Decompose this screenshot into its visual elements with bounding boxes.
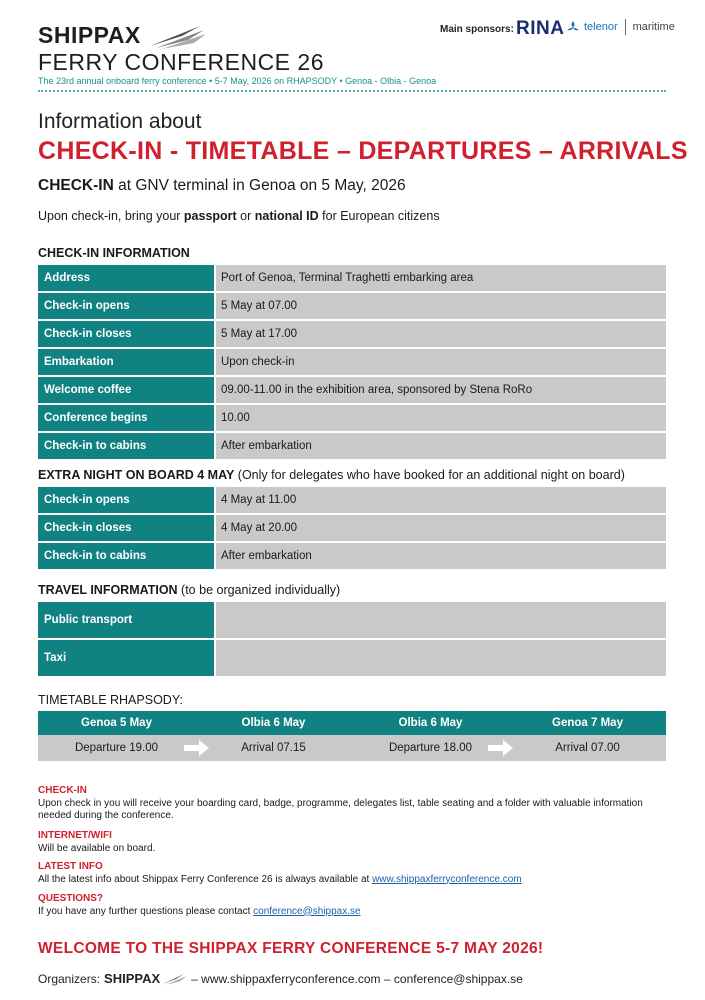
travel-info-title-bold: TRAVEL INFORMATION (38, 583, 178, 597)
travel-info-title (38, 583, 340, 597)
extra-night-title-bold: EXTRA NIGHT ON BOARD 4 MAY (38, 468, 235, 482)
table-row (38, 487, 666, 515)
national-id-text: national ID (254, 209, 319, 223)
row-value: 5 May at 17.00 (214, 321, 666, 349)
extra-night-title (38, 468, 625, 482)
row-key: Check-in to cabins (38, 433, 214, 461)
travel-info-table (38, 602, 666, 678)
email-link[interactable]: conference@shippax.se (253, 905, 361, 917)
row-key: Check-in opens (38, 487, 214, 515)
table-row (38, 543, 666, 571)
table-row (38, 433, 666, 461)
table-row (38, 640, 666, 678)
row-value: 09.00-11.00 in the exhibition area, sponsored by Stena RoRo (214, 377, 666, 405)
travel-info-title-rest: (to be organized individually) (177, 583, 341, 597)
note-checkin-text: Upon check in you will receive your boarding card, badge, programme, delegates list, table seating and a folder with valuable information needed during the conference. (38, 797, 643, 821)
row-key: Address (38, 265, 214, 293)
table-row (38, 515, 666, 543)
sponsors-label: Main sponsors: (440, 24, 514, 35)
telenor-maritime: maritime (632, 21, 675, 33)
timetable-cell: Departure 19.00 (74, 742, 159, 754)
timetable-cell: Arrival 07.00 (555, 742, 620, 754)
row-value: 4 May at 20.00 (214, 515, 666, 543)
timetable-title: TIMETABLE RHAPSODY: (38, 693, 183, 707)
website-link[interactable]: www.shippaxferryconference.com (372, 873, 522, 885)
telenor-logo (566, 18, 675, 36)
row-value: After embarkation (214, 433, 666, 461)
table-row (38, 265, 666, 293)
page-headline: CHECK-IN - TIMETABLE – DEPARTURES – ARRIVALS (38, 137, 688, 165)
bring-text-2: or (236, 209, 255, 223)
footer (38, 971, 523, 986)
row-key: Public transport (38, 602, 214, 640)
row-key: Welcome coffee (38, 377, 214, 405)
swoosh-logo-icon (148, 22, 208, 50)
table-row (38, 405, 666, 433)
row-value: After embarkation (214, 543, 666, 571)
footer-contacts: – www.shippaxferryconference.com – conference@shippax.se (191, 971, 523, 986)
table-row (38, 602, 666, 640)
note-latest (38, 861, 658, 886)
row-value: Port of Genoa, Terminal Traghetti embarking area (214, 265, 666, 293)
note-wifi (38, 830, 658, 855)
row-value: 10.00 (214, 405, 666, 433)
brand-title: SHIPPAX (38, 22, 141, 48)
welcome-banner: WELCOME TO THE SHIPPAX FERRY CONFERENCE 5-7 MAY 2026! (38, 940, 544, 957)
arrow-right-icon (182, 739, 210, 757)
table-row (38, 321, 666, 349)
row-key: Check-in closes (38, 515, 214, 543)
timetable-body-row (38, 735, 666, 761)
telenor-propeller-icon (566, 20, 580, 34)
timetable-header: Genoa 7 May (552, 717, 623, 729)
row-value (214, 640, 666, 678)
timetable-header: Olbia 6 May (241, 717, 306, 729)
footer-brand: SHIPPAX (104, 971, 161, 986)
intro-text: Information about (38, 110, 202, 133)
note-checkin-heading: CHECK-IN (38, 785, 87, 796)
telenor-separator (625, 19, 626, 35)
row-value: Upon check-in (214, 349, 666, 377)
note-wifi-text: Will be available on board. (38, 842, 156, 854)
timetable-header: Genoa 5 May (81, 717, 152, 729)
row-value (214, 602, 666, 640)
header (38, 18, 675, 93)
row-key: Taxi (38, 640, 214, 678)
brand-subtitle: FERRY CONFERENCE 26 (38, 49, 324, 75)
note-questions-heading: QUESTIONS? (38, 893, 104, 904)
tagline: The 23rd annual onboard ferry conference • 5-7 May, 2026 on RHAPSODY • Genoa - Olbia - Genoa (38, 76, 437, 86)
row-key: Check-in opens (38, 293, 214, 321)
extra-night-table (38, 487, 666, 571)
row-key: Check-in to cabins (38, 543, 214, 571)
row-key: Check-in closes (38, 321, 214, 349)
table-row (38, 377, 666, 405)
checkin-info-title (38, 246, 190, 260)
table-row (38, 293, 666, 321)
row-value: 4 May at 11.00 (214, 487, 666, 515)
timetable-cell: Arrival 07.15 (241, 742, 306, 754)
checkin-line-bold: CHECK-IN (38, 177, 114, 194)
checkin-info-table (38, 265, 666, 461)
swoosh-logo-icon (162, 972, 188, 986)
passport-text: passport (183, 209, 237, 223)
checkin-line-rest: at GNV terminal in Genoa on 5 May, 2026 (113, 177, 406, 194)
row-key: Embarkation (38, 349, 214, 377)
footer-label: Organizers: (38, 971, 101, 986)
row-value: 5 May at 07.00 (214, 293, 666, 321)
note-questions-text: If you have any further questions please contact (38, 905, 254, 917)
bring-documents-line (38, 209, 440, 223)
extra-night-title-rest: (Only for delegates who have booked for an additional night on board) (234, 468, 625, 482)
bring-text-3: for European citizens (318, 209, 440, 223)
checkin-line (38, 177, 406, 195)
bring-text-1: Upon check-in, bring your (38, 209, 184, 223)
timetable-cell: Departure 18.00 (388, 742, 473, 754)
timetable-header: Olbia 6 May (398, 717, 463, 729)
arrow-right-icon (486, 739, 514, 757)
note-checkin (38, 785, 658, 823)
note-latest-heading: LATEST INFO (38, 861, 103, 872)
header-divider (38, 90, 666, 92)
checkin-info-title-text: CHECK-IN INFORMATION (38, 246, 190, 260)
telenor-name: telenor (584, 21, 618, 33)
timetable-table (38, 711, 666, 761)
timetable-header-row (38, 711, 666, 735)
table-row (38, 349, 666, 377)
rina-logo: RINA (516, 18, 565, 39)
row-key: Conference begins (38, 405, 214, 433)
note-latest-text: All the latest info about Shippax Ferry Conference 26 is always available at (38, 873, 373, 885)
note-wifi-heading: INTERNET/WIFI (38, 830, 112, 841)
note-questions (38, 893, 658, 918)
